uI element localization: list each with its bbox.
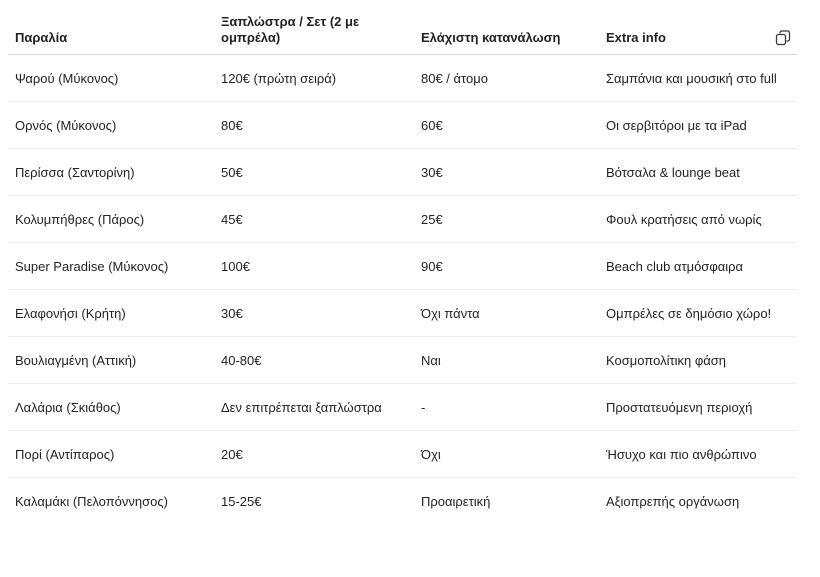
cell-sunbed-set: 20€	[214, 430, 414, 477]
cell-extra-info: Beach club ατμόσφαιρα	[599, 242, 797, 289]
table-row	[8, 242, 797, 289]
cell-extra-info: Προστατευόμενη περιοχή	[599, 383, 797, 430]
table-body	[8, 54, 797, 524]
table-header	[8, 8, 797, 54]
header-sunbed-set: Ξαπλώστρα / Σετ (2 με ομπρέλα)	[214, 8, 414, 54]
cell-beach: Ψαρού (Μύκονος)	[8, 54, 214, 101]
table-row	[8, 148, 797, 195]
table-row	[8, 195, 797, 242]
cell-minimum-spend: 90€	[414, 242, 599, 289]
cell-minimum-spend: Όχι πάντα	[414, 289, 599, 336]
cell-sunbed-set: 100€	[214, 242, 414, 289]
cell-minimum-spend: Προαιρετική	[421, 493, 491, 509]
table-row	[8, 477, 797, 524]
cell-sunbed-set: 15-25€	[221, 493, 262, 509]
cell-beach: Κολυμπήθρες (Πάρος)	[8, 195, 214, 242]
cell-beach: Λαλάρια (Σκιάθος)	[8, 383, 214, 430]
header-beach: Παραλία	[8, 8, 214, 54]
table-row	[8, 289, 797, 336]
header-extra-info-label: Extra info	[606, 29, 666, 45]
cell-beach: Καλαμάκι (Πελοπόννησος)	[15, 493, 168, 509]
copy-icon	[774, 29, 792, 47]
header-extra-info	[599, 8, 797, 54]
beach-prices-table	[8, 8, 797, 524]
header-row	[8, 8, 797, 54]
copy-table-button[interactable]	[773, 28, 793, 48]
cell-sunbed-set: 120€ (πρώτη σειρά)	[214, 54, 414, 101]
cell-extra-info: Σαμπάνια και μουσική στο full	[599, 54, 797, 101]
cell-extra-info: Αξιοπρεπής οργάνωση	[606, 493, 740, 509]
cell-minimum-spend: Ναι	[414, 336, 599, 383]
cell-minimum-spend: 25€	[414, 195, 599, 242]
cell-beach: Βουλιαγμένη (Αττική)	[8, 336, 214, 383]
cell-extra-info: Φουλ κρατήσεις από νωρίς	[599, 195, 797, 242]
cell-sunbed-set: 30€	[214, 289, 414, 336]
table-row	[8, 383, 797, 430]
cell-extra-info: Ήσυχο και πιο ανθρώπινο	[599, 430, 797, 477]
table-row	[8, 54, 797, 101]
cell-extra-info: Ομπρέλες σε δημόσιο χώρο!	[599, 289, 797, 336]
cell-minimum-spend: 60€	[414, 101, 599, 148]
header-minimum-spend: Ελάχιστη κατανάλωση	[414, 8, 599, 54]
table-row	[8, 101, 797, 148]
cell-beach: Πορί (Αντίπαρος)	[8, 430, 214, 477]
cell-minimum-spend: 30€	[414, 148, 599, 195]
cell-sunbed-set: 40-80€	[214, 336, 414, 383]
table-row	[8, 430, 797, 477]
cell-sunbed-set: 80€	[214, 101, 414, 148]
cell-beach: Super Paradise (Μύκονος)	[8, 242, 214, 289]
cell-extra-info: Κοσμοπολίτικη φάση	[599, 336, 797, 383]
cell-minimum-spend: -	[414, 383, 599, 430]
cell-beach: Ελαφονήσι (Κρήτη)	[8, 289, 214, 336]
cell-extra-info: Βότσαλα & lounge beat	[599, 148, 797, 195]
cell-extra-info: Οι σερβιτόροι με τα iPad	[599, 101, 797, 148]
cell-sunbed-set: Δεν επιτρέπεται ξαπλώστρα	[214, 383, 414, 430]
cell-beach: Ορνός (Μύκονος)	[8, 101, 214, 148]
cell-sunbed-set: 45€	[214, 195, 414, 242]
cell-sunbed-set: 50€	[214, 148, 414, 195]
cell-beach: Περίσσα (Σαντορίνη)	[8, 148, 214, 195]
table-row	[8, 336, 797, 383]
cell-minimum-spend: Όχι	[414, 430, 599, 477]
cell-minimum-spend: 80€ / άτομο	[414, 54, 599, 101]
